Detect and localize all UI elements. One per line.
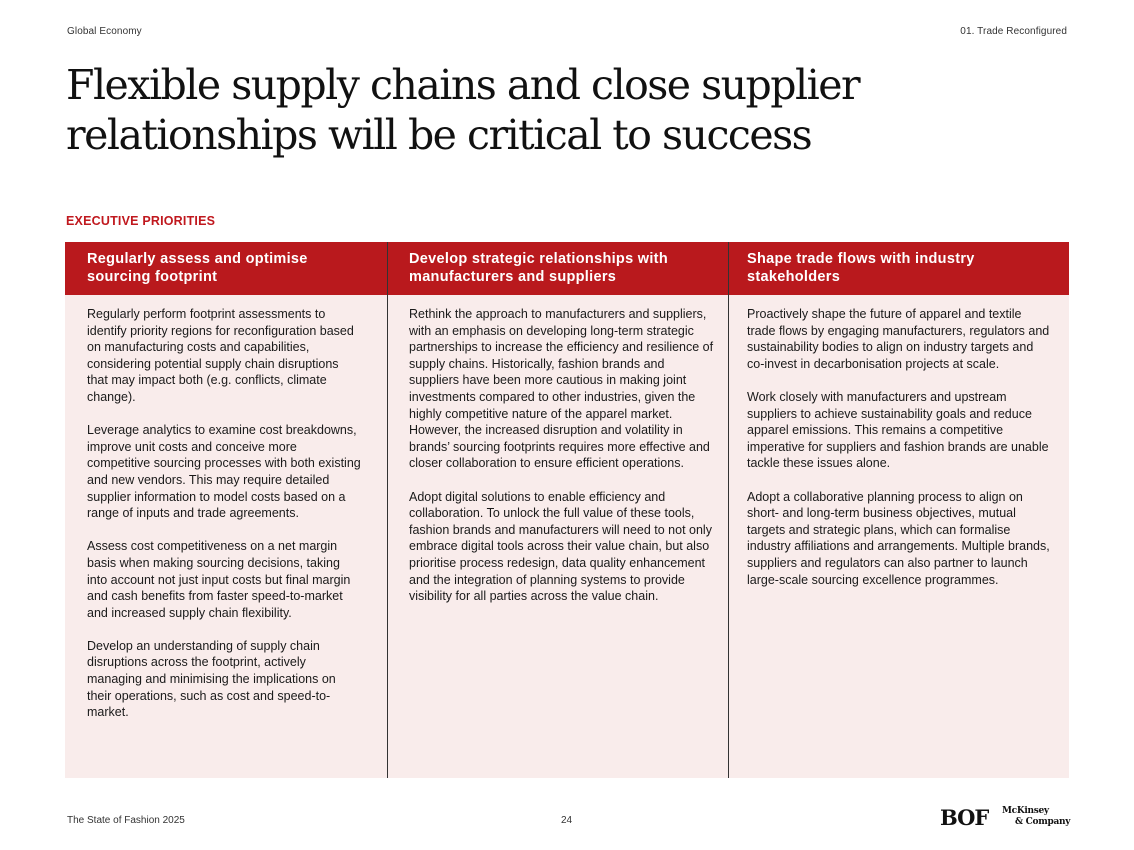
- priority-column-sourcing: [65, 242, 387, 778]
- footer-publication: The State of Fashion 2025: [67, 815, 185, 826]
- column-paragraph: Adopt digital solutions to enable efficiency and collaboration. To unlock the full value of these tools, fashion brands and manufacturers will need to not only embrace digital tools across their value chain, but also prioritise process redesign, data quality enhancement and the integration of planning systems to provide visibility for all parties across the value chain.: [409, 489, 712, 604]
- column-paragraph: Leverage analytics to examine cost breakdowns, improve unit costs and conceive more competitive sourcing processes with both existing and new vendors. This may require detailed supplier information to model costs based on a range of inputs and trade agreements.: [87, 423, 361, 521]
- page-number: 24: [561, 815, 573, 826]
- mckinsey-logo-line1: McKinsey: [1002, 806, 1049, 816]
- column-paragraph: Assess cost competitiveness on a net margin basis when making sourcing decisions, taking into account not just input costs but final margin and cash benefits from faster speed-to-market and increased supply chain flexibility.: [87, 539, 351, 620]
- header-section-label: Global Economy: [67, 26, 142, 37]
- column-paragraph: Regularly perform footprint assessments to identify priority regions for reconfiguration based on manufacturing costs and capabilities, considering potential supply chain disruptions that may impact both (e.g. conflicts, climate change).: [87, 307, 354, 404]
- mckinsey-logo: [1002, 806, 1070, 828]
- column-heading: Shape trade flows with industry stakeholders: [729, 242, 1069, 295]
- column-heading: Develop strategic relationships with manufacturers and suppliers: [388, 242, 728, 295]
- priority-column-trade-flows: [728, 242, 1069, 778]
- bof-logo: BOF: [940, 805, 989, 830]
- column-paragraph: Work closely with manufacturers and upstream suppliers to achieve sustainability goals and reduce apparel emissions. This remains a competitive imperative for suppliers and fashion brands are unable tackle these issues alone.: [747, 389, 1049, 471]
- column-paragraph: Rethink the approach to manufacturers and suppliers, with an emphasis on developing long-term strategic partnerships to increase the efficiency and resilience of supply chains. Historically, fashion brands and suppliers have been more cautious in making joint investments compared to other industries, given the highly competitive nature of the apparel market. However, the increased disruption and volatility in brands’ sourcing footprints requires more effective and closer collaboration to ensure efficient operations.: [409, 307, 714, 471]
- column-heading: Regularly assess and optimise sourcing footprint: [65, 242, 387, 295]
- column-paragraph: Adopt a collaborative planning process to align on short- and long-term business objectives, mutual targets and strategic plans, which can formalise industry affiliations and arrangements. Multiple brands, suppliers and regulators can also partner to launch large-scale sourcing excellence programmes.: [747, 489, 1050, 587]
- column-body: [388, 295, 728, 605]
- column-paragraph: Develop an understanding of supply chain disruptions across the footprint, actively managing and minimising the implications on their operations, such as cost and speed-to-market.: [87, 638, 336, 720]
- column-body: [65, 295, 387, 721]
- priorities-table: [65, 242, 1069, 778]
- mckinsey-logo-line2: & Company: [1015, 817, 1071, 827]
- header-chapter-label: 01. Trade Reconfigured: [960, 26, 1067, 37]
- section-label: EXECUTIVE PRIORITIES: [66, 214, 216, 228]
- column-paragraph: Proactively shape the future of apparel and textile trade flows by engaging manufacturers, regulators and sustainability bodies to align on industry targets and co-invest in decarbonisation projects at scale.: [747, 307, 1050, 371]
- priority-column-relationships: [387, 242, 728, 778]
- column-body: [729, 295, 1069, 588]
- page-title: Flexible supply chains and close supplier relationships will be critical to success: [66, 61, 860, 159]
